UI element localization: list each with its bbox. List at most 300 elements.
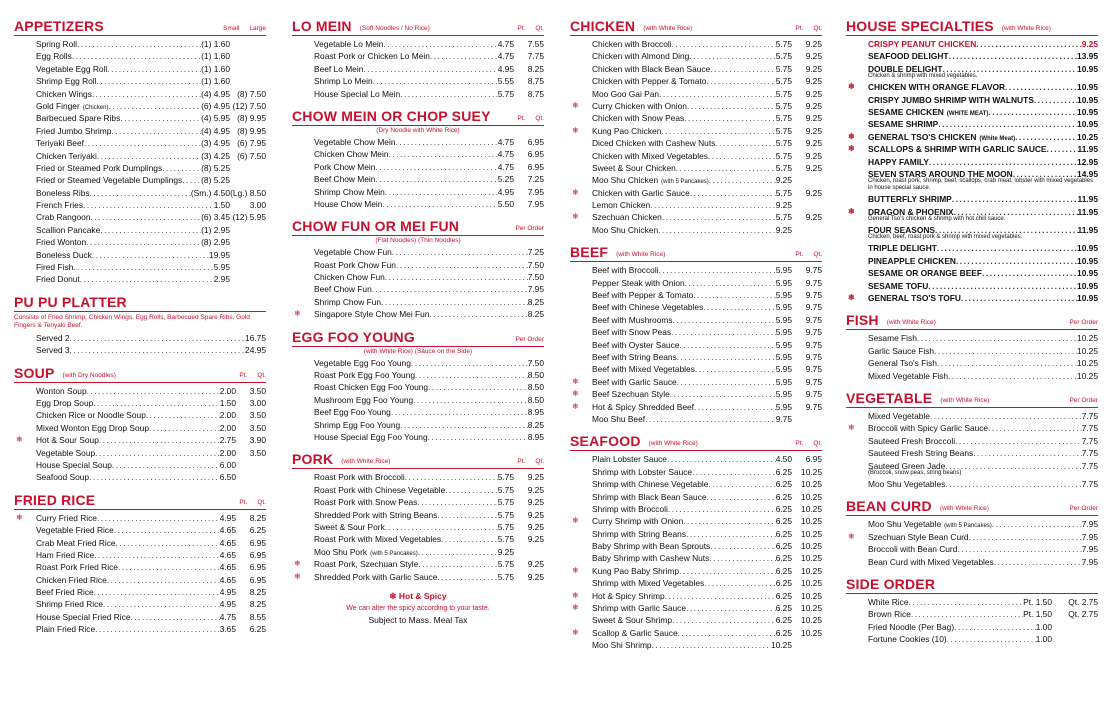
item-price-large: 10.25 [801,516,822,527]
item-name: Singapore Style Chow Mei Fun [314,309,430,320]
dot-leader [686,528,776,540]
dot-leader [94,586,220,598]
menu-item [846,596,1098,608]
dot-leader [988,422,1082,434]
item-name: Baby Shrimp with Cashew Nuts [592,553,710,564]
section-title: PORK [292,451,334,468]
section-header [846,312,1098,330]
item-price: 2.00 [219,422,236,433]
item-price: 6.25 [775,578,792,589]
item-name: Shredded Pork with Garlic Sauce [314,571,438,582]
item-name: Shrimp with Lobster Sauce [592,466,693,477]
item-price: (8) 5.25 [201,162,230,173]
section-header [292,108,544,126]
item-note: (WHITE MEAT) [946,110,989,117]
menu-item [292,546,544,558]
chili-pepper-icon: ❄ [848,131,855,141]
item-price: 6.25 [775,615,792,626]
item-price: 1.00 [1035,634,1052,645]
section-pork [292,451,544,583]
item-name: House Special Fried Rice [36,611,131,622]
item-price-large: 10.25 [801,491,822,502]
menu-item [846,608,1098,620]
item-name: Garlic Sauce Fish [868,345,935,356]
item-price: 6.25 [775,479,792,490]
section-chowfun [292,218,544,320]
menu-item [292,296,544,308]
column-header: Qt. [535,114,544,122]
menu-item [14,50,266,62]
column-header: Pt. [517,458,526,466]
item-price: 6.25 [775,528,792,539]
menu-item [14,75,266,87]
item-name: Fried Wonton [36,237,87,248]
menu-item [14,397,266,409]
menu-item [14,385,266,397]
menu-item [570,75,822,87]
column-headers [1069,319,1098,328]
dot-leader [686,602,776,614]
dot-leader [118,561,220,573]
item-name: Kung Pao Chicken [592,125,662,136]
item-price: 5.95 [775,364,792,375]
menu-item [846,94,1098,106]
item-price: 5.75 [775,187,792,198]
item-name: Chicken with Almond Ding [592,51,690,62]
chili-pepper-icon: ❄ [572,212,579,222]
item-price: 4.50 [775,454,792,465]
dot-leader [70,344,246,356]
item-name: Moo Shu Chicken [592,175,659,186]
item-price: 10.95 [1077,106,1098,117]
dot-leader [685,277,776,289]
item-price: 5.75 [497,509,514,520]
menu-item [846,332,1098,344]
item-price: 5.75 [775,76,792,87]
item-price: 5.75 [775,63,792,74]
dot-leader [673,314,776,326]
item-name: Moo Shu Vegetable [868,519,942,530]
item-price-large: 6.95 [527,149,544,160]
item-price-large: 9.75 [805,389,822,400]
item-price-large: 9.25 [527,559,544,570]
item-name: Beef with Broccoli [592,265,659,276]
dot-leader [659,264,776,276]
dot-leader [650,199,775,211]
item-name: White Rice [868,596,909,607]
item-name: Shrimp Egg Foo Young [314,419,401,430]
section-subtitle: (with White Rice) [616,251,666,259]
section-header [846,576,1098,594]
item-price: 10.95 [1077,243,1098,254]
column-headers [1069,505,1098,514]
item-price: 24.95 [245,345,266,356]
item-name: Sauteed Fresh Broccoli [868,435,956,446]
column-header: Pt. [517,114,526,122]
menu-item [14,174,266,186]
menu-item [846,38,1098,50]
chili-pepper-icon: ❄ [572,389,579,399]
column-headers [517,458,544,467]
dot-leader [77,38,201,50]
menu-item [292,186,544,198]
item-price: 6.25 [775,466,792,477]
menu-item [570,150,822,162]
footer-notes [292,591,544,625]
dot-leader [909,596,1024,608]
item-price: 7.50 [527,259,544,270]
menu-item [292,509,544,521]
dot-leader [400,88,498,100]
item-price-large: 3.00 [249,397,266,408]
item-price-large: 9.25 [805,100,822,111]
item-price: (3) 4.25 [201,150,230,161]
dot-leader [715,137,775,149]
section-title: LO MEIN [292,18,352,34]
item-name: Curry Chicken with Onion [592,100,687,111]
item-name: Vegetable Lo Mein [314,39,384,49]
dot-leader [942,63,1077,75]
menu-item [570,326,822,338]
section-side [846,576,1098,646]
item-name: PINEAPPLE CHICKEN [868,255,956,266]
item-price: 10.95 [1077,63,1098,74]
menu-item [570,627,822,639]
chili-pepper-icon: ❄ [572,627,579,637]
item-price-large: 3.50 [249,410,266,421]
dot-leader [937,242,1077,254]
menu-item [292,259,544,271]
item-price: 2.00 [219,447,236,458]
dot-leader [149,422,220,434]
item-price: 4.75 [497,161,514,172]
item-price: 6.25 [775,565,792,576]
item-price-large: 7.75 [527,51,544,62]
menu-item [14,586,266,598]
chili-pepper-icon: ❄ [572,603,579,613]
item-price: 4.95 [219,587,236,598]
item-name: Hot & Sour Soup [36,435,99,446]
dot-leader [689,50,775,62]
item-price: 5.75 [497,497,514,508]
item-name: Beef Chow Mein [314,174,376,185]
item-price: 14.95 [1077,168,1098,179]
dot-leader [385,521,498,533]
item-name: Roast Chicken Egg Foo Young [314,382,429,393]
menu-item [14,137,266,149]
item-price-large: 6.95 [249,537,266,548]
item-name: Shrimp with String Beans [592,528,687,539]
menu-item [570,602,822,614]
section-eggfoo [292,329,544,444]
chili-pepper-icon: ❄ [848,293,855,303]
dot-leader [405,471,498,483]
item-price-large: 9.25 [805,76,822,87]
item-name: Mixed Wonton Egg Drop Soup [36,422,149,433]
menu-item [292,394,544,406]
item-price-large: 8.25 [249,599,266,610]
column-header: Per Order [1069,396,1098,404]
item-price-large: 9.25 [805,63,822,74]
item-name: Curry Fried Rice [36,512,97,523]
section-header [846,498,1098,516]
item-price-large: 10.25 [801,541,822,552]
dot-leader [710,540,775,552]
item-name: Broccoli with Bean Curd [868,544,958,555]
chili-pepper-icon: ❄ [848,423,855,433]
dot-leader [988,106,1077,118]
section-title: EGG FOO YOUNG [292,328,415,345]
column-headers [239,499,266,508]
item-name: CHICKEN WITH ORANGE FLAVOR [868,82,1006,93]
item-price-large: 3.50 [249,422,266,433]
item-name: GENERAL TSO'S TOFU [868,293,961,304]
chili-pepper-icon: ❄ [294,571,301,581]
dot-leader [73,261,213,273]
menu-item [570,339,822,351]
item-price: 5.95 [775,327,792,338]
dot-leader [911,608,1023,620]
item-price: 5.55 [497,76,514,87]
menu-item [14,38,266,50]
menu-item [14,524,266,536]
dot-leader [947,633,1036,645]
item-price-large: 6.95 [249,562,266,573]
item-name: Fried or Steamed Vegetable Dumplings [36,175,183,186]
item-name: Shrimp Egg Roll [36,76,97,87]
item-name: General Tso's Fish [868,358,937,369]
dot-leader [92,249,209,261]
menu-item [292,471,544,483]
item-price-large: 6.95 [249,549,266,560]
item-name: SESAME SHRIMP [868,119,939,130]
chili-pepper-icon: ❄ [572,376,579,386]
item-price-large: (6) 7.95 [237,138,266,149]
column-headers [517,115,544,124]
section-chicken [570,18,822,236]
section-subtitle: (with White Rice) [648,440,698,448]
dot-leader [709,174,776,186]
item-price: 2.00 [219,385,236,396]
menu-item [14,224,266,236]
item-price: 1.50 [213,200,230,211]
item-price: 5.95 [775,339,792,350]
dot-leader [146,409,220,421]
item-price: 6.25 [775,503,792,514]
menu-column-3 [570,18,822,660]
item-price: 11.95 [1077,194,1098,205]
menu-item [570,277,822,289]
dot-leader [120,112,201,124]
menu-item [292,406,544,418]
item-name: Chicken Rice or Noodle Soup [36,410,146,421]
menu-item [14,125,266,137]
item-price: 11.95 [1077,206,1098,217]
item-price-large: 6.95 [527,161,544,172]
chili-pepper-icon: ❄ [572,565,579,575]
item-price-large: 10.25 [801,479,822,490]
column-headers [517,25,544,34]
menu-item [570,224,822,236]
chili-pepper-icon: ❄ [848,531,855,541]
dot-leader [100,224,201,236]
dot-leader [930,410,1082,422]
section-header [292,218,544,236]
item-name: Shrimp with Chinese Vegetable [592,479,709,490]
menu-item [846,118,1098,130]
item-name: Fried Donut [36,274,80,285]
menu-item [14,199,266,211]
dot-leader [114,524,220,536]
item-name: Hot & Spicy Shredded Beef [592,401,694,412]
item-price-large: 9.75 [805,314,822,325]
item-name: Boneless Duck [36,249,92,260]
item-name: Served 3 [36,345,70,356]
menu-item [570,363,822,375]
item-name: Fortune Cookies (10) [868,634,947,645]
dot-leader [937,357,1077,369]
hot-and-spicy-label: Hot & Spicy [398,590,447,601]
item-description: Chicken, beef, roast pork & shrimp with mixed vegetables. [868,234,1023,241]
chili-pepper-icon: ❄ [572,516,579,526]
item-price-large: Qt. 2.75 [1068,609,1098,620]
item-price-large: 3.50 [249,447,266,458]
dot-leader [385,271,528,283]
dot-leader [388,148,497,160]
dot-leader [938,118,1077,130]
dot-leader [418,558,497,570]
menu-item [292,173,544,185]
item-name: Scallion Pancake [36,224,101,235]
item-price: 4.75 [497,149,514,160]
menu-item [14,537,266,549]
column-header: Pt. [517,25,526,32]
item-price-large: (12) 5.95 [232,212,266,223]
item-price-large: (Lg.) 8.50 [230,187,266,198]
item-price-large: 8.75 [527,88,544,99]
item-price: 7.75 [1081,423,1098,434]
item-name: Brown Rice [868,609,911,620]
item-price: 5.75 [497,484,514,495]
menu-item [570,388,822,400]
menu-item [846,280,1098,292]
item-description: Chicken, roast pork, shrimp, beef, scallops, crab meat, lobster with mixed vegetables in house special sauce. [868,178,1094,192]
column-headers [795,25,822,34]
column-header: Qt. [813,440,822,448]
item-price: 5.95 [775,376,792,387]
menu-item [292,50,544,62]
dot-leader [131,611,220,623]
dot-leader [107,574,220,586]
dot-leader [684,112,776,124]
dot-leader [363,63,497,75]
dot-leader [111,125,201,137]
section-header [846,18,1098,36]
section-description: Consists of Fried Shrimp, Chicken Wings, Egg Rolls, Barbecued Spare Ribs, Gold Fingers & Teriyaki Beef. [14,313,250,329]
menu-item [292,271,544,283]
section-header [14,492,266,510]
menu-item [292,558,544,570]
menu-item [14,100,266,112]
menu-item [14,561,266,573]
menu-item [570,376,822,388]
item-note: (White Meat) [979,135,1016,142]
menu-item [14,187,266,199]
section-title: HOUSE SPECIALTIES [846,18,994,34]
item-name: Sweet & Sour Chicken [592,162,676,173]
item-price-large: (12) 7.50 [232,100,266,111]
item-name: SESAME OR ORANGE BEEF [868,268,983,279]
item-price: 11.95 [1077,225,1098,236]
item-price: (1) 2.95 [201,224,230,235]
item-price: 2.00 [219,410,236,421]
item-name: Teriyaki Beef [36,138,84,149]
dot-leader [957,543,1081,555]
menu-item [570,614,822,626]
menu-item [846,447,1098,459]
item-name: Sweet & Sour Pork [314,521,385,532]
section-title: BEAN CURD [846,498,932,515]
dot-leader [382,198,497,210]
item-name: Served 2 [36,332,70,343]
dot-leader [437,509,497,521]
menu-item [846,543,1098,555]
menu-item [292,88,544,100]
menu-item [570,301,822,313]
item-name: Pork Chow Mein [314,161,376,172]
item-price: (3) 4.95 [201,138,230,149]
menu-item [846,531,1098,543]
menu-item [292,63,544,75]
menu-item [846,410,1098,422]
dot-leader [385,186,498,198]
item-price: 1.00 [1035,621,1052,632]
item-name: Fried Jumbo Shrimp [36,125,112,136]
item-name: Szechuan Style Bean Curd [868,531,969,542]
item-price: 6.50 [219,472,236,483]
dot-leader [375,161,497,173]
column-headers [515,225,544,234]
menu-item [846,478,1098,490]
menu-item [14,422,266,434]
dot-leader [87,385,220,397]
dot-leader [116,537,220,549]
item-name: Chicken Wings [36,88,92,99]
dot-leader [417,496,497,508]
menu-item [846,357,1098,369]
item-name: Crab Rangoon [36,212,91,223]
menu-item [14,549,266,561]
item-price-large: 10.25 [801,590,822,601]
item-price: 5.95 [775,351,792,362]
item-price: Pt. 1.50 [1023,596,1052,607]
dot-leader [678,627,776,639]
item-name: Egg Drop Soup [36,397,94,408]
item-price: 7.25 [527,247,544,258]
item-price: 7.95 [527,284,544,295]
item-price: (6) 4.95 [201,100,230,111]
menu-column-4 [846,18,1098,653]
menu-item [14,459,266,471]
item-price: 6.25 [775,590,792,601]
item-name: Ham Fried Rice [36,549,95,560]
menu-item [570,289,822,301]
item-price-large: 7.95 [527,198,544,209]
menu-item [570,199,822,211]
item-price: 5.75 [497,534,514,545]
column-header: Qt. [257,371,266,379]
dot-leader [690,187,776,199]
